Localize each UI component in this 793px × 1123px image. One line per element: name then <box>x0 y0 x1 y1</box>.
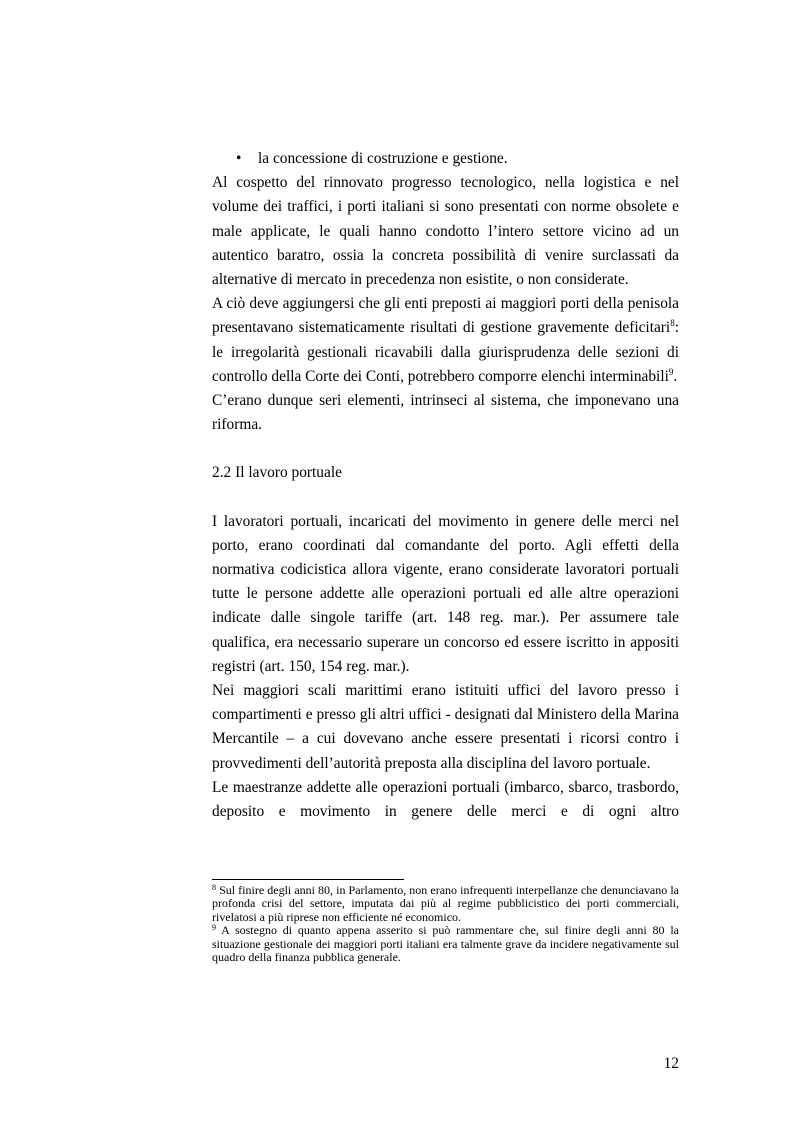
footnote-8 <box>212 884 679 924</box>
paragraph-porti-obsoleti <box>212 171 679 292</box>
section-heading: 2.2 Il lavoro portuale <box>212 464 342 482</box>
paragraph-lavoratori-portuali: I lavoratori portuali, incaricati del movimento in genere delle merci nel porto, erano coordinati dal comandante del porto. Agli effetti della normativa codicistica allora vigente, erano considerate lavoratori portuali tutte le persone addette alle operazioni portuali ed alle altre operazioni indicate dalle singole tariffe (art. 148 reg. mar.). Per assumere tale qualifica, era necessario superare un concorso ed essere iscritto in appositi registri (art. 150, 154 reg. mar.). <box>212 512 679 675</box>
footnote-text: Sul finire degli anni 80, in Parlamento, non erano infrequenti interpellanze che denunciavano la profonda crisi del settore, imputata dai più al regime pubblicistico dei porti commerciali, rivelatosi a più riprese non efficiente né economico. <box>212 883 679 924</box>
page-number: 12 <box>663 1055 679 1072</box>
paragraph-riforma <box>212 389 679 437</box>
footnotes <box>212 884 679 964</box>
bullet-list-item <box>212 147 679 171</box>
footnote-number: 9 <box>212 923 216 933</box>
paragraph-text: A ciò deve aggiungersi che gli enti preposti ai maggiori porti della penisola presentavano sistematicamente risultati di gestione gravemente deficitari <box>212 295 679 337</box>
paragraph-maestranze: Le maestranze addette alle operazioni portuali (imbarco, sbarco, trasbordo, deposito e movimento in genere delle merci e di ogni altro <box>212 778 679 821</box>
bullet-icon: • <box>236 150 242 167</box>
footnote-ref-9[interactable]: 9 <box>668 366 674 377</box>
bullet-text: la concessione di costruzione e gestione. <box>258 150 508 167</box>
footnote-number: 8 <box>212 883 216 892</box>
page-body <box>212 147 679 824</box>
paragraph-text: . <box>673 367 678 385</box>
footnote-divider <box>212 879 404 880</box>
paragraph-text: : le irregolarità gestionali ricavabili dalla giurisprudenza delle sezioni di controllo della Corte dei Conti, potrebbero comporre elenchi interminabili <box>212 319 679 385</box>
paragraph-text: C’erano dunque seri elementi, intrinseci al sistema, che imponevano una riforma. <box>212 392 679 434</box>
paragraph-text: Al cospetto del rinnovato progresso tecnologico, nella logistica e nel volume dei traffici, i porti italiani si sono presentati con norme obsolete e male applicate, le quali hanno condotto l’intero settore vicino ad un autentico baratro, ossia la concreta possibilità di venire surclassati da alternative di mercato in precedenza non esistite, o non considerate. <box>212 174 679 289</box>
paragraph-enti-deficitari <box>212 292 679 389</box>
paragraph-uffici-lavoro: Nei maggiori scali marittimi erano istituiti uffici del lavoro presso i compartimenti e presso gli altri uffici - designati dal Ministero della Marina Mercantile – a cui dovevano anche essere presentati i ricorsi contro i provvedimenti dell’autorità preposta alla disciplina del lavoro portuale. <box>212 682 679 772</box>
footnote-ref-8[interactable]: 8 <box>670 318 675 329</box>
footnote-text: A sostegno di quanto appena asserito si può rammentare che, sul finire degli anni 80 la situazione gestionale dei maggiori porti italiani era talmente grave da incidere negativamente sul quadro della finanza pubblica generale. <box>212 923 679 965</box>
footnote-9 <box>212 924 679 964</box>
